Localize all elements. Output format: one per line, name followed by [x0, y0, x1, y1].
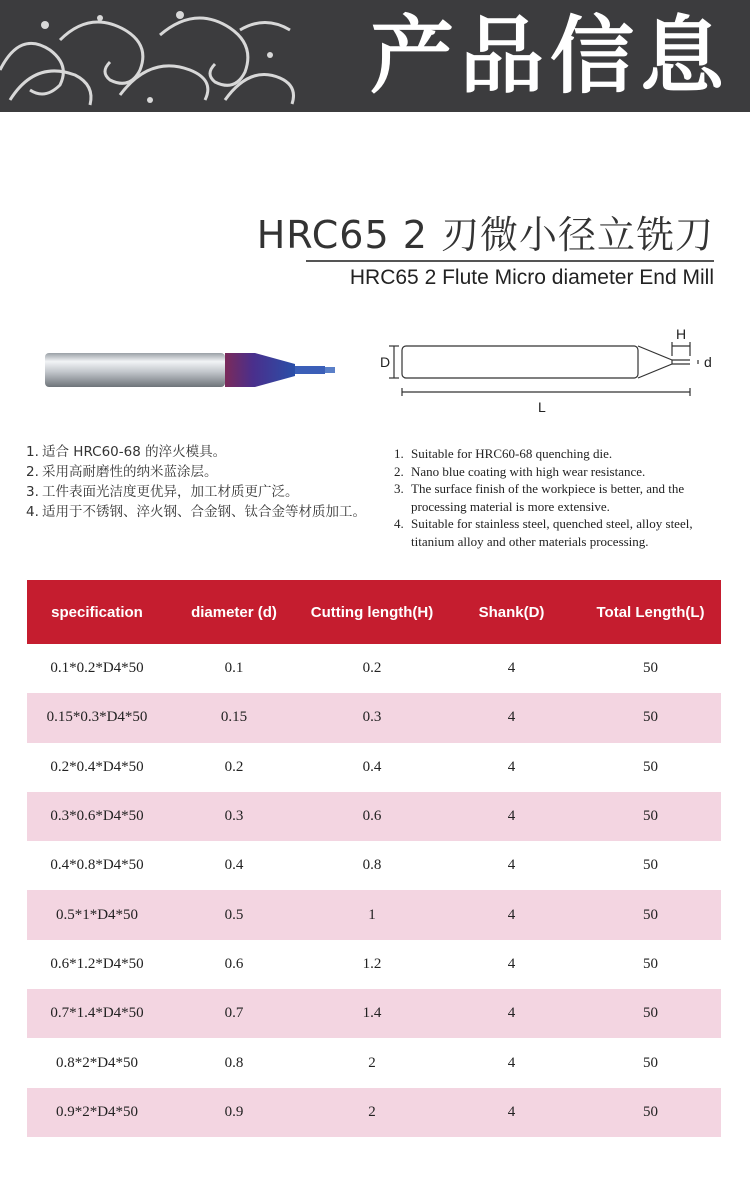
features-list-cn	[26, 442, 366, 522]
table-cell: 4	[507, 1103, 516, 1120]
table-cell: 0.5	[224, 906, 244, 923]
table-cell: 0.1*0.2*D4*50	[50, 660, 144, 677]
table-cell: 0.9*2*D4*50	[55, 1103, 139, 1120]
list-item-text: 适用于不锈钢、淬火钢、合金钢、钛合金等材质加工。	[42, 504, 366, 520]
table-cell: 0.7	[224, 1005, 244, 1022]
table-cell: 0.3*0.6*D4*50	[50, 808, 144, 825]
features-list-en	[394, 445, 724, 550]
table-cell: 0.4*0.8*D4*50	[50, 857, 144, 874]
drawing-label-total-length: L	[538, 399, 546, 415]
table-cell: 50	[643, 1005, 658, 1022]
column-header-diameter: diameter (d)	[191, 603, 277, 621]
table-cell: 4	[507, 758, 516, 775]
list-item-text: 适合 HRC60-68 的淬火模具。	[42, 444, 227, 460]
product-title-cn: HRC65 2 刃微小径立铣刀	[256, 213, 714, 257]
list-item-text: 工件表面光洁度更优异，加工材质更广泛。	[42, 484, 299, 500]
column-header-total-length: Total Length(L)	[596, 603, 705, 621]
table-cell: 1.2	[362, 955, 382, 972]
table-cell: 0.9	[224, 1103, 244, 1120]
table-cell: 4	[507, 709, 516, 726]
table-cell: 0.3	[362, 709, 382, 726]
list-item-number: 4.	[26, 504, 39, 520]
table-cell: 4	[507, 906, 516, 923]
table-cell: 2	[368, 1103, 376, 1120]
list-item	[394, 463, 724, 481]
drawing-label-diameter: d	[704, 354, 712, 370]
table-cell: 4	[507, 808, 516, 825]
list-item-number: 4.	[394, 516, 404, 531]
table-cell: 0.8	[224, 1054, 244, 1071]
table-cell: 4	[507, 660, 516, 677]
end-mill-photo	[40, 340, 350, 400]
list-item-text: The surface finish of the workpiece is better, and the processing material is more extensive.	[411, 481, 685, 514]
table-cell: 0.8	[362, 857, 382, 874]
spec-table	[27, 580, 721, 1137]
table-row	[27, 940, 721, 989]
table-cell: 0.2	[224, 758, 244, 775]
table-cell: 4	[507, 857, 516, 874]
table-cell: 4	[507, 1054, 516, 1071]
end-mill-drawing	[376, 322, 722, 422]
list-item-number: 1.	[394, 446, 404, 461]
list-item-number: 2.	[26, 464, 39, 480]
table-cell: 50	[643, 955, 658, 972]
table-cell: 50	[643, 1103, 658, 1120]
table-cell: 0.7*1.4*D4*50	[50, 1005, 144, 1022]
table-cell: 50	[643, 857, 658, 874]
table-cell: 0.8*2*D4*50	[55, 1054, 139, 1071]
table-row	[27, 693, 721, 742]
product-title-en: HRC65 2 Flute Micro diameter End Mill	[349, 266, 714, 289]
table-row	[27, 1038, 721, 1087]
table-cell: 4	[507, 955, 516, 972]
table-cell: 0.2*0.4*D4*50	[50, 758, 144, 775]
table-row	[27, 792, 721, 841]
table-cell: 50	[643, 660, 658, 677]
header-banner	[0, 0, 750, 112]
list-item	[26, 502, 366, 522]
list-item	[394, 515, 724, 550]
table-cell: 50	[643, 906, 658, 923]
list-item-text: Suitable for HRC60-68 quenching die.	[411, 446, 613, 461]
table-row	[27, 1088, 721, 1137]
column-header-shank: Shank(D)	[478, 603, 545, 621]
table-cell: 0.4	[362, 758, 382, 775]
table-cell: 50	[643, 808, 658, 825]
table-cell: 0.1	[224, 660, 244, 677]
list-item-text: 采用高耐磨性的纳米蓝涂层。	[42, 464, 218, 480]
list-item-number: 3.	[26, 484, 39, 500]
table-cell: 0.3	[224, 808, 244, 825]
table-cell: 0.6*1.2*D4*50	[50, 955, 144, 972]
table-cell: 1.4	[362, 1005, 382, 1022]
table-cell: 0.15*0.3*D4*50	[46, 709, 148, 726]
list-item-text: Nano blue coating with high wear resistance.	[411, 463, 646, 479]
table-row	[27, 890, 721, 939]
title-divider	[306, 260, 714, 262]
list-item-number: 1.	[26, 444, 39, 460]
table-cell: 0.5*1*D4*50	[55, 906, 139, 923]
list-item	[26, 462, 366, 482]
list-item	[394, 480, 724, 515]
table-cell: 50	[643, 709, 658, 726]
table-cell: 0.6	[224, 955, 244, 972]
table-cell: 0.4	[224, 857, 244, 874]
table-cell: 50	[643, 1054, 658, 1071]
wave-pattern-icon	[0, 0, 300, 112]
table-cell: 2	[368, 1054, 376, 1071]
list-item-number: 3.	[394, 481, 404, 496]
list-item	[394, 445, 724, 463]
table-row	[27, 743, 721, 792]
table-row	[27, 989, 721, 1038]
table-cell: 0.6	[362, 808, 382, 825]
list-item-number: 2.	[394, 463, 404, 479]
list-item	[26, 482, 366, 502]
table-cell: 50	[643, 758, 658, 775]
table-cell: 1	[368, 906, 376, 923]
drawing-label-cutting-length: H	[676, 326, 687, 342]
drawing-label-shank: D	[380, 354, 391, 370]
column-header-specification: specification	[51, 603, 143, 621]
table-row	[27, 644, 721, 693]
table-cell: 0.2	[362, 660, 382, 677]
table-cell: 0.15	[220, 709, 248, 726]
list-item	[26, 442, 366, 462]
column-header-cutting-length: Cutting length(H)	[310, 603, 434, 621]
table-row	[27, 841, 721, 890]
table-cell: 4	[507, 1005, 516, 1022]
banner-title: 产品信息	[369, 7, 730, 105]
table-header-row	[27, 580, 721, 644]
list-item-text: Suitable for stainless steel, quenched steel, alloy steel, titanium alloy and other materials processing.	[411, 516, 693, 549]
